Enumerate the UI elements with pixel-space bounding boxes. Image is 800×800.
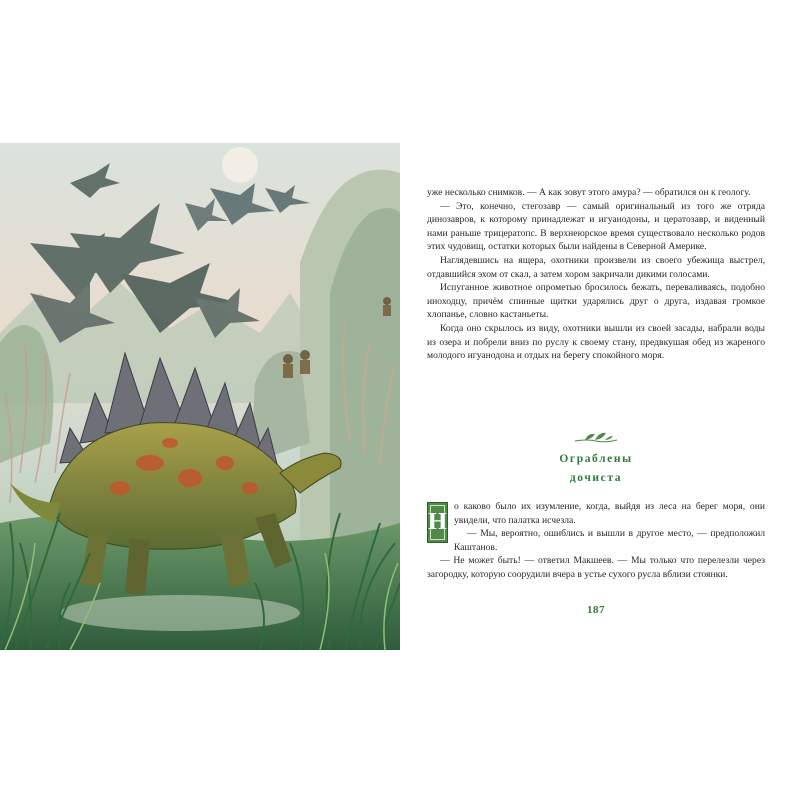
drop-cap-letter: Н xyxy=(428,509,447,535)
leaf-ornament-icon xyxy=(573,430,619,444)
main-text-block xyxy=(427,186,765,363)
chapter-title-line-2: дочиста xyxy=(569,472,623,484)
paragraph: — Мы, вероятно, ошиблись и вышли в другое место, — предположил Каштанов. xyxy=(454,528,765,553)
chapter-first-paragraph-text: о каково было их изумление, когда, выйдя из леса на берег моря, они увидели, что палатка исчезла. xyxy=(454,501,765,526)
paragraph: Когда оно скрылось из виду, охотники вышли из своей засады, набрали воды из озера и побрели вниз по руслу к своему стану, предвкушая обед из жареного молодого игуанодона и отдых на берегу спокойного моря. xyxy=(427,322,765,362)
chapter-heading xyxy=(427,430,765,488)
paragraph: уже несколько снимков. — А как зовут этого амура? — обратился он к геологу. xyxy=(427,187,751,198)
paragraph: Испуганное животное опрометью бросилось бежать, переваливаясь, подобно иноходцу, причём спинные щитки ударялись друг о друга, издавая громкое хлопанье, словно кастаньеты. xyxy=(427,282,765,321)
illustration-canvas xyxy=(0,143,400,650)
chapter-text-block xyxy=(427,500,765,582)
drop-cap xyxy=(427,502,448,543)
paragraph: — Это, конечно, стегозавр — самый оригинальный из того же отряда динозавров, к которому принадлежат и игуанодоны, и цератозавр, и виденный нами раньше трицератопс. В верхнеюрское время существовало несколько родов этих чудовищ, остатки которых были найдены в Северной Америке. xyxy=(427,200,765,253)
paragraph: Наглядевшись на ящера, охотники произвели из своего убежища выстрел, отдавшийся эхом от скал, а затем хором закричали дикими голосами. xyxy=(427,254,765,280)
page-number: 187 xyxy=(587,604,605,616)
chapter-title-line-1: Ограблены xyxy=(559,453,633,465)
chapter-first-paragraph xyxy=(427,500,765,535)
paragraph: — Не может быть! — ответил Макшеев. — Мы только что перелезли через загородку, которую соорудили вчера в устье сухого русла вблизи стоянки. xyxy=(427,555,765,580)
stegosaurus-illustration xyxy=(0,143,400,650)
sun xyxy=(222,147,258,183)
